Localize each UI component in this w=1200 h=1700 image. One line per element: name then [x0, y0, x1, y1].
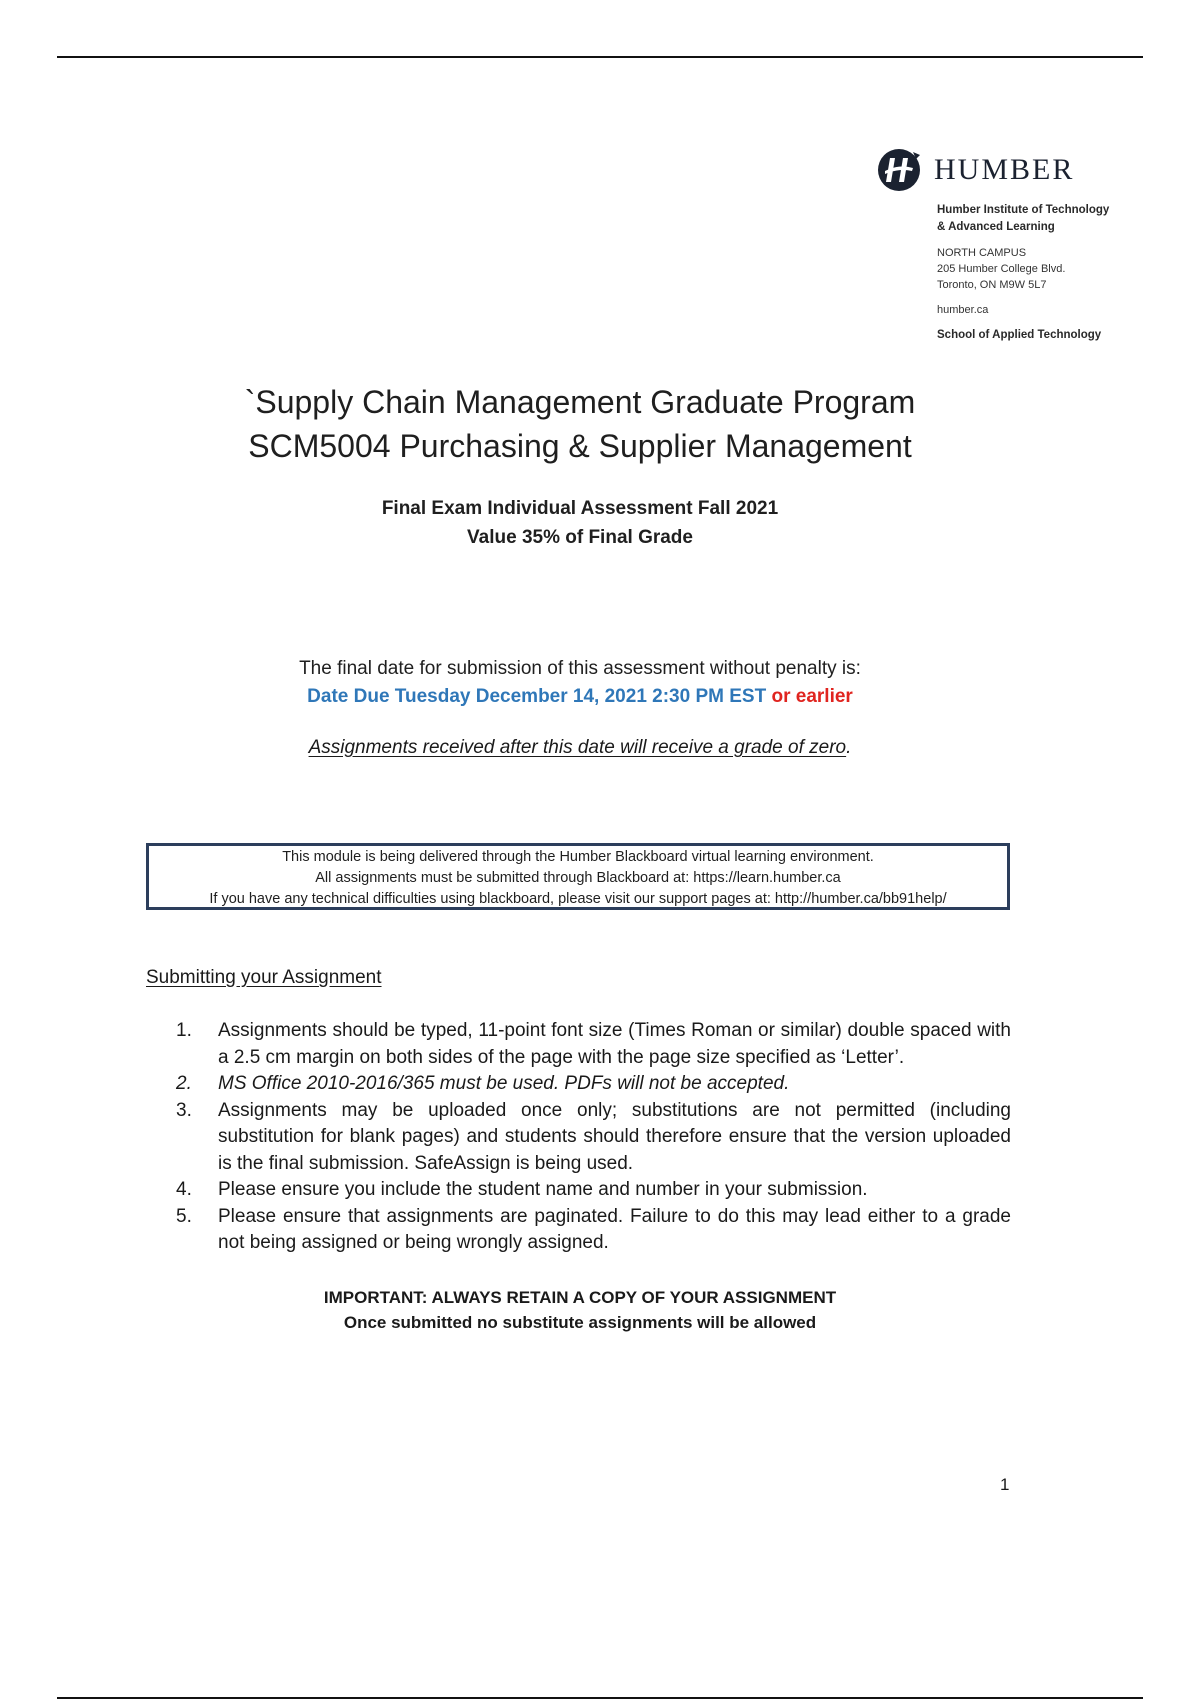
address-line1: 205 Humber College Blvd. — [937, 263, 1066, 275]
institute-name-line2: & Advanced Learning — [937, 221, 1055, 233]
bottom-rule — [57, 1697, 1143, 1699]
letterhead — [876, 146, 1166, 341]
notice-line1: This module is being delivered through the Humber Blackboard virtual learning environment. — [282, 849, 874, 865]
list-item-number: 4. — [176, 1179, 192, 1200]
title-line-course: SCM5004 Purchasing & Supplier Management — [248, 428, 912, 464]
list-item-text: Please ensure that assignments are paginated. Failure to do this may lead either to a grade not being assigned or being wrongly assigned. — [218, 1205, 1011, 1253]
document-title — [160, 380, 1000, 468]
blackboard-notice-box — [146, 843, 1010, 910]
list-item-text: Please ensure you include the student name and number in your submission. — [218, 1179, 868, 1200]
late-penalty-text: Assignments received after this date will receive a grade of zero — [308, 737, 847, 758]
list-item-text: MS Office 2010-2016/365 must be used. PDFs will not be accepted. — [218, 1073, 790, 1094]
title-line-program: `Supply Chain Management Graduate Program — [244, 384, 916, 420]
submitting-heading: Submitting your Assignment — [146, 967, 382, 988]
submission-requirements-list — [176, 1018, 1011, 1257]
notice-line3: If you have any technical difficulties using blackboard, please visit our support pages at: http://humber.ca/bb91help/ — [209, 891, 947, 907]
important-line2: Once submitted no substitute assignments will be allowed — [343, 1313, 817, 1332]
logo-wordmark: HUMBER — [934, 153, 1075, 186]
campus-name: NORTH CAMPUS — [937, 247, 1027, 259]
list-item-number: 3. — [176, 1099, 192, 1121]
list-item — [176, 1071, 1011, 1098]
list-item — [176, 1018, 1011, 1071]
list-item-text: Assignments may be uploaded once only; substitutions are not permitted (including substitution for blank pages) and students should therefore ensure that the version uploaded is the final submission. SafeAssign is being used. — [218, 1099, 1011, 1174]
school-name: School of Applied Technology — [937, 329, 1102, 341]
list-item-text: Assignments should be typed, 11-point font size (Times Roman or similar) double spaced with a 2.5 cm margin on both sides of the page with the page size specified as ‘Letter’. — [218, 1020, 1011, 1068]
list-item — [176, 1177, 1011, 1204]
due-earlier-text: or earlier — [771, 686, 853, 707]
humber-logo-icon — [876, 147, 922, 193]
subtitle-assessment: Final Exam Individual Assessment Fall 2021 — [381, 498, 779, 519]
late-penalty-note — [160, 735, 1000, 761]
institute-name-line1: Humber Institute of Technology — [937, 204, 1110, 216]
document-subtitle — [160, 494, 1000, 552]
due-date-line — [160, 683, 1000, 711]
due-date-section — [160, 655, 1000, 761]
humber-logo — [876, 146, 1166, 194]
list-item — [176, 1204, 1011, 1257]
late-penalty-period: . — [846, 737, 852, 758]
website-text: humber.ca — [937, 304, 989, 316]
due-date-text: Date Due Tuesday December 14, 2021 2:30 PM EST — [307, 686, 767, 707]
subtitle-value: Value 35% of Final Grade — [467, 527, 693, 548]
important-line1: IMPORTANT: ALWAYS RETAIN A COPY OF YOUR ASSIGNMENT — [323, 1288, 837, 1307]
important-notice — [160, 1285, 1000, 1335]
notice-line2: All assignments must be submitted through Blackboard at: https://learn.humber.ca — [315, 870, 841, 886]
page-number: 1 — [1000, 1475, 1010, 1494]
list-item-number: 5. — [176, 1205, 192, 1227]
list-item-number: 1. — [176, 1020, 192, 1041]
due-intro-text: The final date for submission of this assessment without penalty is: — [299, 658, 861, 679]
list-item — [176, 1098, 1011, 1178]
list-item-number: 2. — [176, 1073, 192, 1094]
top-rule — [57, 56, 1143, 58]
address-line2: Toronto, ON M9W 5L7 — [937, 279, 1047, 291]
